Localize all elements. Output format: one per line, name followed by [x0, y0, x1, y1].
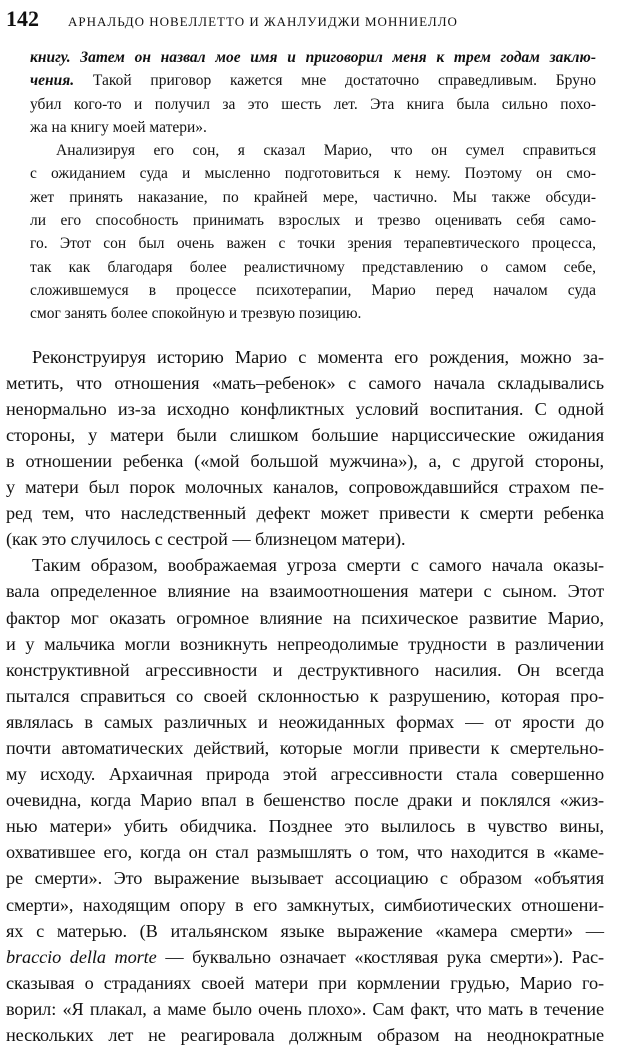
- text-line: Реконструируя историю Марио с момента его рождения, можно за-: [32, 346, 604, 367]
- main-text: [6, 344, 604, 1048]
- text-line: и у мальчика могли возникнуть непреодолимые трудности в различении: [6, 633, 604, 654]
- main-paragraph-2: [6, 552, 604, 1048]
- page-number: 142: [6, 6, 39, 31]
- text-line: чения. Такой приговор кажется мне достаточно справедливым. Бруно: [30, 72, 596, 90]
- main-paragraph-1: [6, 344, 604, 553]
- text-line: го. Этот сон был очень важен с точки зрения терапевтического процесса,: [30, 235, 596, 253]
- text-line: му исходу. Архаичная природа этой агрессивности стала совершенно: [6, 764, 604, 785]
- text-line: почти автоматических действий, которые могли привести к смертельно-: [6, 737, 604, 758]
- text-line: сложившемуся в процессе психотерапии, Марио перед началом суда: [30, 281, 596, 299]
- text-line: конструктивной агрессивности и деструктивного насилия. Он всегда: [6, 659, 604, 680]
- quote-paragraph-1: [30, 46, 596, 139]
- text-line: стороны, у матери были слишком большие нарциссические ожидания: [6, 424, 604, 445]
- quoted-dream-block: [30, 46, 596, 326]
- text-line: нескольких лет не реагировала должным образом на неоднократные: [6, 1025, 604, 1045]
- text-line: ворил: «Я плакал, а маме было очень плохо». Сам факт, что мать в течение: [6, 998, 604, 1019]
- text-line: жа на книгу моей матери».: [30, 118, 207, 136]
- text-line: смерти», находящим опору в его замкнутых, симбиотических отношени-: [6, 894, 604, 915]
- text-line: являлась в самых различных и неожиданных формах — от ярости до: [6, 711, 604, 732]
- text-line: ли его способность принимать взрослых и трезво оценивать себя само-: [30, 212, 596, 230]
- text-line: сказывая о страданиях своей матери при кормлении грудью, Марио го-: [6, 972, 604, 993]
- running-head: АРНАЛЬДО НОВЕЛЛЕТТО И ЖАНЛУИДЖИ МОННИЕЛЛО: [68, 14, 458, 29]
- text-line: пытался справиться со своей склонностью к разрушению, которая про-: [6, 685, 604, 706]
- text-line: смог занять более спокойную и трезвую позицию.: [30, 305, 362, 323]
- text-line: у матери был порок молочных каналов, сопровождавшийся страхом пе-: [6, 477, 604, 498]
- text-line: ях с матерью. (В итальянском языке выражение «камера смерти» —: [6, 920, 604, 941]
- quote-paragraph-2: [30, 139, 596, 325]
- text-line: вала определенное влияние на взаимоотношения матери с сыном. Этот: [6, 581, 604, 602]
- text-line: ре смерти». Это выражение вызывает ассоциацию с образом «объятия: [6, 868, 604, 889]
- text-line: в отношении ребенка («мой большой мужчина»), а, с другой стороны,: [6, 450, 604, 471]
- text-line: Таким образом, воображаемая угроза смерти с самого начала оказы-: [32, 555, 604, 576]
- italic-term: braccio della morte: [6, 946, 157, 967]
- text-line: охватившее его, когда он стал размышлять о том, что находится в «каме-: [6, 842, 604, 863]
- text-line: Анализируя его сон, я сказал Марио, что он сумел справиться: [56, 142, 596, 160]
- text-line: метить, что отношения «мать–ребенок» с самого начала складывались: [6, 372, 604, 393]
- text-line: (как это случилось с сестрой — близнецом матери).: [6, 529, 406, 550]
- page-header: [6, 6, 604, 36]
- text-line: ненормально из-за исходно конфликтных условий воспитания. С одной: [6, 398, 604, 419]
- text-line: ред тем, что наследственный дефект может привести к смерти ребенка: [6, 503, 604, 524]
- text-line: фактор мог оказать огромное влияние на психическое развитие Марио,: [6, 607, 604, 628]
- text-line: с ожиданием суда и мысленно подготовиться к нему. Поэтому он смо-: [30, 165, 596, 183]
- text-line: убил кого-то и получил за это шесть лет. Эта книга была сильно похо-: [30, 95, 596, 113]
- text-line: так как благодаря более реалистичному представлению о самом себе,: [30, 258, 596, 276]
- text-line: жет принять наказание, по крайней мере, частично. Мы также обсуди-: [30, 188, 596, 206]
- text-line: очевидна, когда Марио впал в бешенство после драки и поклялся «жиз-: [6, 790, 604, 811]
- text-line: braccio della morte — буквально означает «костлявая рука смерти»). Рас-: [6, 946, 604, 967]
- text-line: нью матери» убить обидчика. Позднее это вылилось в чувство вины,: [6, 816, 604, 837]
- text-line: книгу. Затем он назвал мое имя и приговорил меня к трем годам заклю-: [30, 49, 596, 66]
